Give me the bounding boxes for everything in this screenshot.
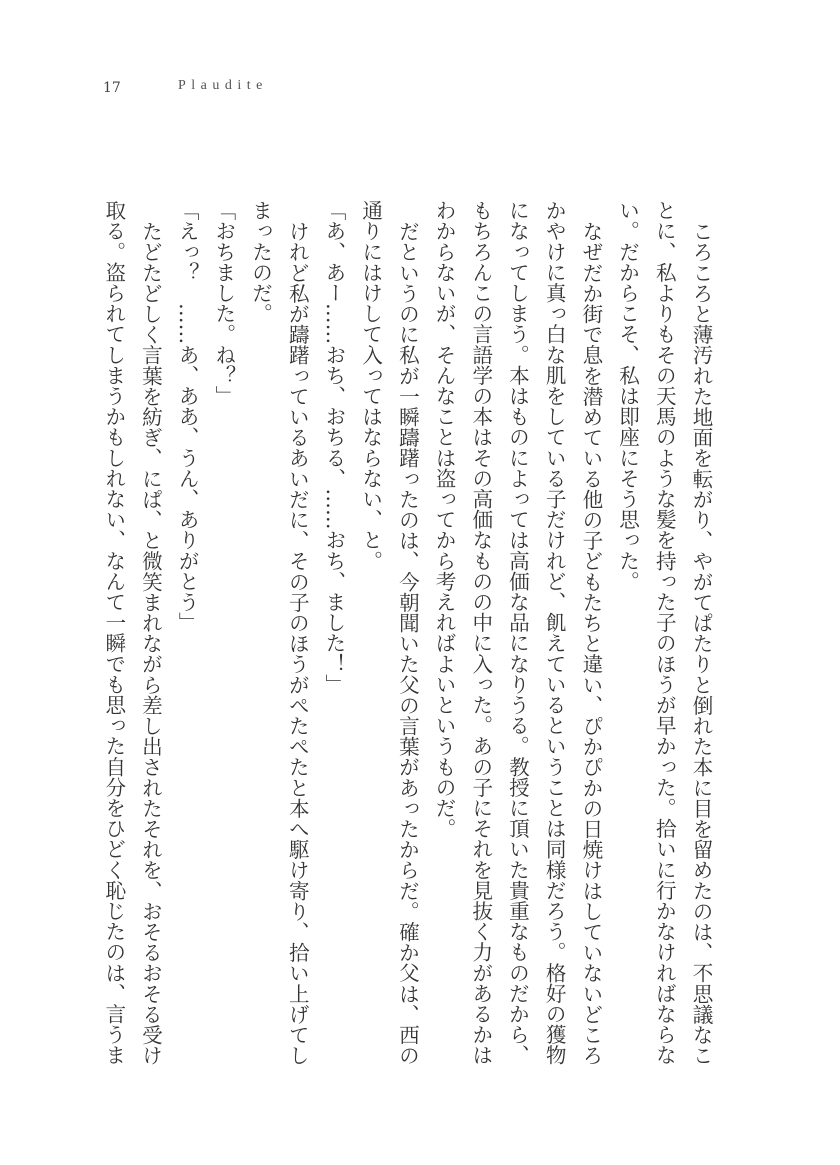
text-column: なぜだか街で息を潜めている他の子どもたちと違い、ぴかぴかの日焼けはしていないどころ [578,220,603,1066]
text-column: かやけに真っ白な肌をしている子だけれど、飢えているということは同様だろう。格好の獲物 [542,200,567,1066]
text-column: 「おちました。ね？」 [211,200,236,406]
text-column: わからないが、そんなことは盗ってから考えればよいというものだ。 [432,200,457,839]
text-column: い。だからこそ、私は即座にそう思った。 [615,200,640,592]
running-title: Plaudite [178,78,268,93]
text-column: ころころと薄汚れた地面を転がり、やがてぱたりと倒れた本に目を留めたのは、不思議なこ [689,220,713,1066]
text-column: 「あ、あー……おち、おちる、……おち、ました！」 [321,200,346,695]
text-column: たどたどしく言葉を紡ぎ、にぱ、と微笑まれながら差し出されたそれを、おそるおそる受け [138,220,163,1066]
page-number: 17 [103,80,121,96]
text-column: とに、私よりもその天馬のような髪を持った子のほうが早かった。拾いに行かなければならな [652,200,677,1066]
text-column: になってしまう。本はものによっては高価な品になりうる。教授に頂いた貴重なものだから、 [505,200,530,1066]
text-column: 「えっ？ ……あ、ああ、うん、ありがとう」 [175,200,200,633]
text-column: 通りにはけして入ってはならない、と。 [358,200,383,571]
text-column: けれど私が躊躇っているあいだに、その子のほうがぺたぺたと本へ駆け寄り、拾い上げてし [285,220,310,1066]
body-text [95,200,719,1080]
text-column: もちろんこの言語学の本はその高価なものの中に入った。あの子にそれを見抜く力があるかは [468,200,493,1066]
text-column: だというのに私が一瞬躊躇ったのは、今朝聞いた父の言葉があったからだ。確か父は、西の [395,220,420,1066]
text-column: 取る。盗られてしまうかもしれない、なんて一瞬でも思った自分をひどく恥じたのは、言うま [101,200,126,1066]
text-column: まったのだ。 [248,200,273,324]
